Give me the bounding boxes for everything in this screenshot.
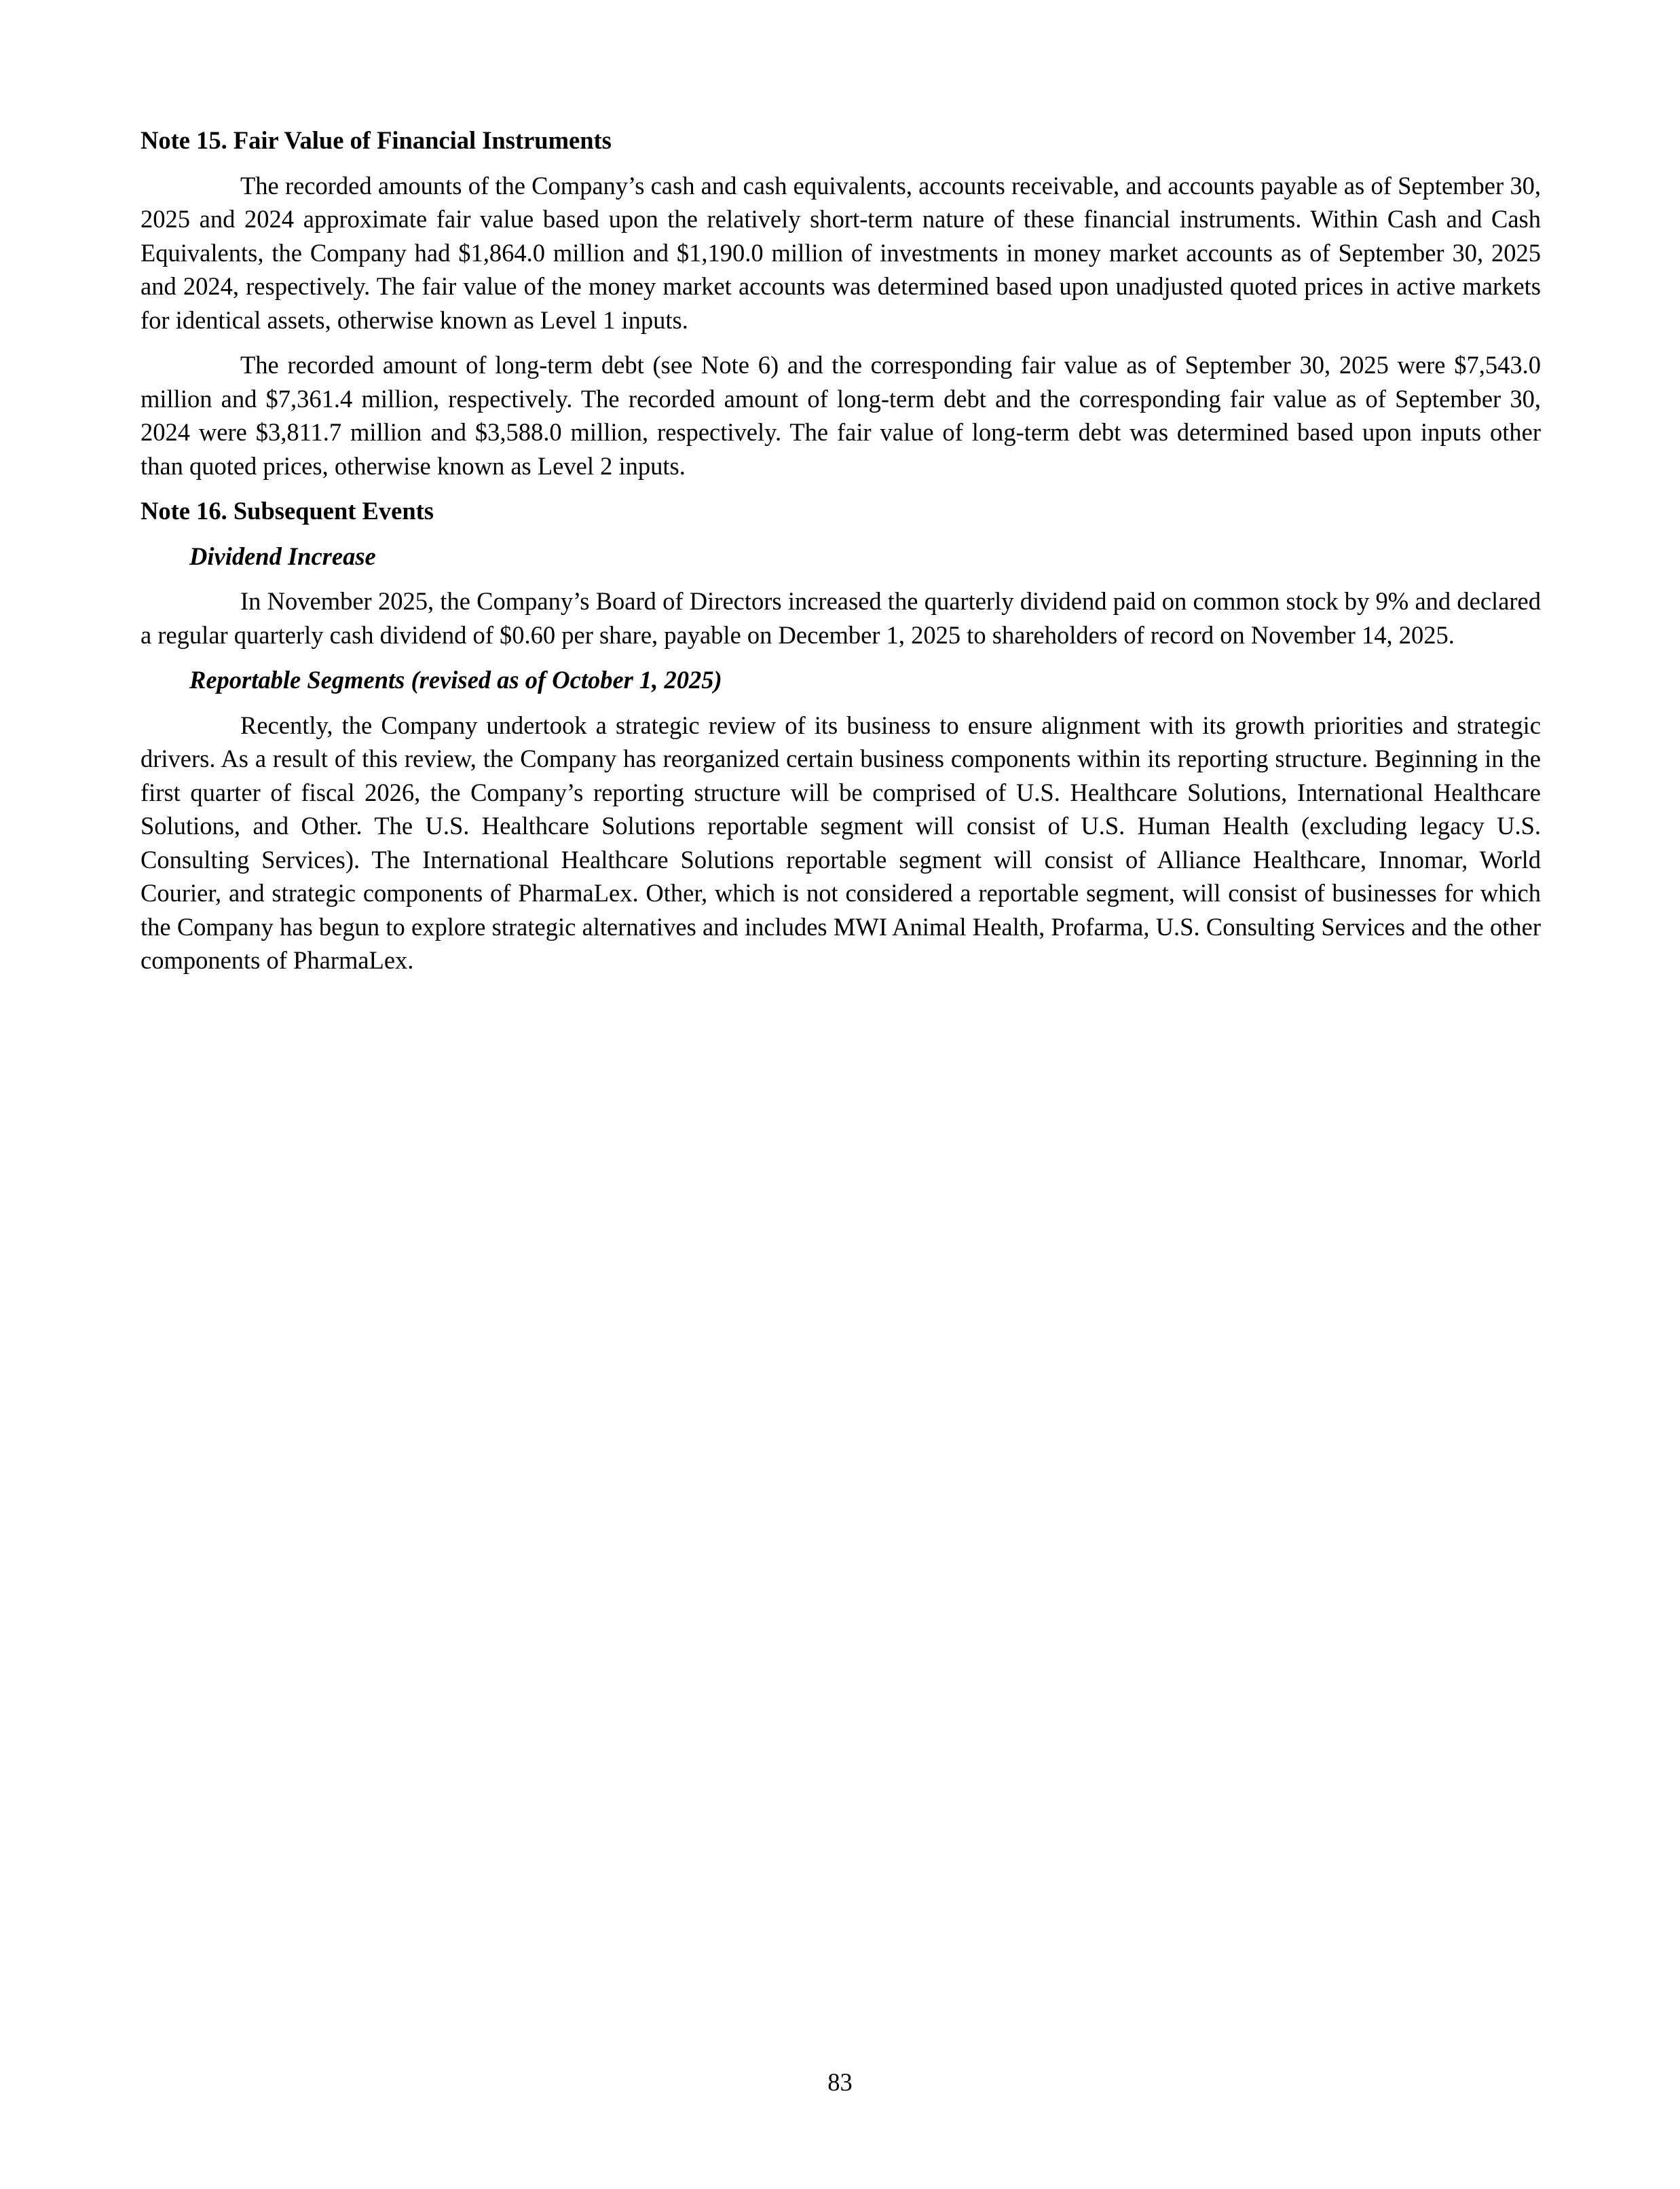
- page-number: 83: [827, 2068, 853, 2096]
- dividend-increase-subheading: Dividend Increase: [189, 542, 376, 570]
- note-15-paragraph-cash: The recorded amounts of the Company’s cash and cash equivalents, accounts receivable, and accounts payable as of September 30, 2025 and 2024 approximate fair value based upon the relatively short-term nature of these financial instruments. Within Cash and Cash Equivalents, the Company had $1,864.0 million and $1,190.0 million of investments in money market accounts as of September 30, 2025 and 2024, respectively. The fair value of the money market accounts was determined based upon unadjusted quoted prices in active markets for identical assets, otherwise known as Level 1 inputs.: [141, 171, 1541, 334]
- dividend-increase-paragraph: In November 2025, the Company’s Board of Directors increased the quarterly dividend paid on common stock by 9% and declared a regular quarterly cash dividend of $0.60 per share, payable on December 1, 2025 to shareholders of record on November 14, 2025.: [141, 587, 1541, 649]
- reportable-segments-paragraph: Recently, the Company undertook a strategic review of its business to ensure alignment with its growth priorities and strategic drivers. As a result of this review, the Company has reorganized certain business components within its reporting structure. Beginning in the first quarter of fiscal 2026, the Company’s reporting structure will be comprised of U.S. Healthcare Solutions, International Healthcare Solutions, and Other. The U.S. Healthcare Solutions reportable segment will consist of U.S. Human Health (excluding legacy U.S. Consulting Services). The International Healthcare Solutions reportable segment will consist of Alliance Healthcare, Innomar, World Courier, and strategic components of PharmaLex. Other, which is not considered a reportable segment, will consist of businesses for which the Company has begun to explore strategic alternatives and includes MWI Animal Health, Profarma, U.S. Consulting Services and the other components of PharmaLex.: [141, 711, 1541, 974]
- note-16-heading: Note 16. Subsequent Events: [141, 497, 434, 525]
- reportable-segments-subheading: Reportable Segments (revised as of October 1, 2025): [189, 666, 722, 694]
- note-15-heading: Note 15. Fair Value of Financial Instruments: [141, 126, 612, 154]
- document-body: [141, 124, 1541, 989]
- note-15-paragraph-debt: The recorded amount of long-term debt (see Note 6) and the corresponding fair value as of September 30, 2025 were $7,543.0 million and $7,361.4 million, respectively. The recorded amount of long-term debt and the corresponding fair value as of September 30, 2024 were $3,811.7 million and $3,588.0 million, respectively. The fair value of long-term debt was determined based upon inputs other than quoted prices, otherwise known as Level 2 inputs.: [141, 351, 1541, 480]
